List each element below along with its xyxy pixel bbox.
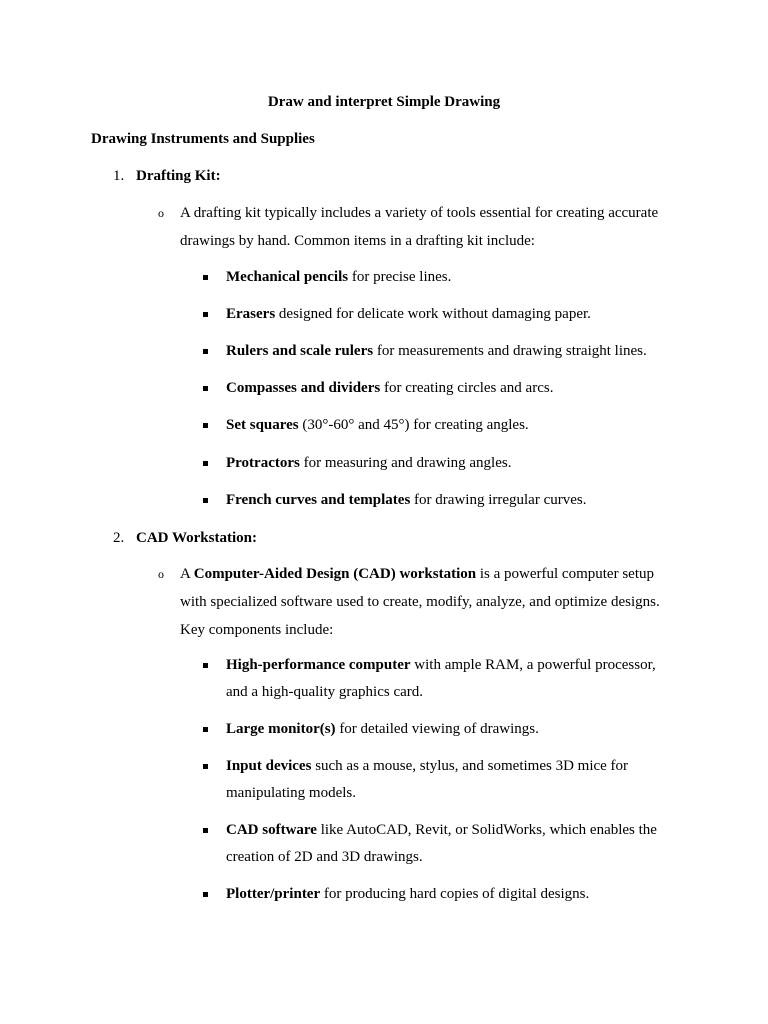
square-bullet-icon (203, 275, 208, 280)
list-item-description: for measuring and drawing angles. (299, 455, 512, 471)
square-bullet-icon (203, 312, 208, 317)
list-item-description: designed for delicate work without damaging paper. (275, 306, 591, 322)
document-title: Draw and interpret Simple Drawing (267, 94, 501, 110)
list-item-continuation: creation of 2D and 3D drawings. (226, 849, 423, 865)
paragraph-line: drawings by hand. Common items in a drafting kit include: (180, 233, 535, 249)
list-item-description: for detailed viewing of drawings. (335, 721, 539, 737)
paragraph-line (180, 560, 670, 588)
square-bullet-icon (203, 498, 208, 503)
item-number: 1. (113, 168, 125, 184)
list-item-term: Mechanical pencils (226, 269, 349, 285)
section-heading: Drawing Instruments and Supplies (91, 131, 315, 147)
square-bullet-icon (203, 663, 208, 668)
square-bullet-icon (203, 727, 208, 732)
list-item-term: Compasses and dividers (226, 380, 381, 396)
item-number: 2. (113, 530, 125, 546)
list-item-term: Set squares (226, 417, 299, 433)
square-bullet-icon (203, 828, 208, 833)
list-item-term: Protractors (226, 455, 300, 471)
list-item-description: for creating circles and arcs. (380, 380, 554, 396)
item-label: CAD Workstation: (136, 530, 257, 546)
square-bullet-icon (203, 764, 208, 769)
list-item-term: Rulers and scale rulers (226, 343, 374, 359)
square-bullet-icon (203, 386, 208, 391)
paragraph-bold-term: Computer-Aided Design (CAD) workstation (193, 566, 477, 582)
item-label: Drafting Kit: (136, 168, 221, 184)
list-item-description: for precise lines. (348, 269, 452, 285)
list-item-description: such as a mouse, stylus, and sometimes 3D mice for (311, 758, 629, 774)
list-item-term: Plotter/printer (226, 886, 321, 902)
paragraph-text: is a powerful computer setup (476, 566, 654, 582)
list-item-description: for producing hard copies of digital designs. (320, 886, 590, 902)
list-item-description: like AutoCAD, Revit, or SolidWorks, which enables the (316, 822, 657, 838)
square-bullet-icon (203, 461, 208, 466)
paragraph-line: A drafting kit typically includes a variety of tools essential for creating accurate (180, 205, 659, 221)
paragraph-line: with specialized software used to create, modify, analyze, and optimize designs. (180, 594, 660, 610)
list-item-term: French curves and templates (226, 492, 411, 508)
list-item-term: High-performance computer (226, 657, 411, 673)
paragraph-text: A (180, 566, 194, 582)
list-item-description: for measurements and drawing straight lines. (373, 343, 647, 359)
square-bullet-icon (203, 892, 208, 897)
numbered-item-cad-workstation (113, 528, 257, 548)
paragraph-line: Key components include: (180, 622, 334, 638)
square-bullet-icon (203, 349, 208, 354)
sub-item-paragraph (180, 560, 670, 644)
list-item-description: (30°-60° and 45°) for creating angles. (298, 417, 529, 433)
list-item-description: for drawing irregular curves. (410, 492, 587, 508)
list-item-term: Large monitor(s) (226, 721, 336, 737)
list-item-continuation: and a high-quality graphics card. (226, 684, 424, 700)
list-item-continuation: manipulating models. (226, 785, 356, 801)
numbered-item-drafting-kit (113, 166, 221, 186)
list-item-term: CAD software (226, 822, 317, 838)
list-item-term: Input devices (226, 758, 312, 774)
sub-item-paragraph (180, 199, 670, 255)
list-item-term: Erasers (226, 306, 276, 322)
sub-bullet-marker: o (158, 567, 164, 581)
sub-bullet-marker: o (158, 206, 164, 220)
list-item-description: with ample RAM, a powerful processor, (410, 657, 656, 673)
square-bullet-icon (203, 423, 208, 428)
